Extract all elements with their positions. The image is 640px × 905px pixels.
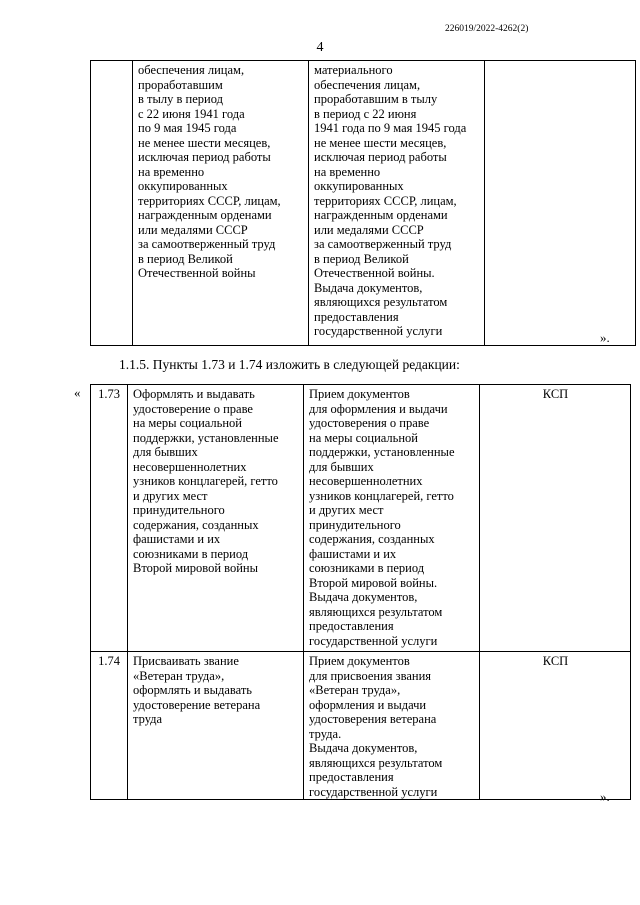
service-cell <box>304 385 480 652</box>
text-line: территориях СССР, лицам, <box>314 193 457 208</box>
text-line: «Ветеран труда», <box>309 683 401 697</box>
text-line: в период с 22 июня <box>314 106 417 121</box>
text-line: оккупированных <box>138 179 228 193</box>
measure-text <box>133 654 299 727</box>
measure-cell <box>128 385 304 652</box>
text-line: труда. <box>309 726 342 741</box>
closing-quote: ». <box>600 789 610 804</box>
text-line: узников концлагерей, гетто <box>309 488 454 503</box>
text-line: содержания, созданных <box>309 532 435 546</box>
text-line: являющихся результатом <box>314 295 448 309</box>
text-line: Присваивать звание <box>133 654 239 668</box>
closing-quote: ». <box>600 330 610 345</box>
text-line: для бывших <box>309 459 374 474</box>
text-line: исключая период работы <box>138 150 271 164</box>
text-line: материального <box>314 63 393 77</box>
text-line: в период Великой <box>314 251 409 266</box>
text-line: обеспечения лицам, <box>138 63 245 77</box>
text-line: за самоотверженный труд <box>138 237 276 251</box>
text-line: удостоверение о праве <box>133 401 253 416</box>
item-number: 1.73 <box>91 385 128 652</box>
text-line: предоставления <box>309 770 394 784</box>
text-line: оформлять и выдавать <box>133 683 252 697</box>
text-line: и других мест <box>309 503 384 517</box>
text-line: не менее шести месяцев, <box>138 135 271 150</box>
measure-text <box>133 387 299 576</box>
text-line: удостоверения ветерана <box>309 712 437 726</box>
text-line: в период Великой <box>138 251 233 266</box>
amended-items-table <box>90 384 631 800</box>
text-line: для присвоения звания <box>309 668 432 683</box>
text-line: территориях СССР, лицам, <box>138 193 281 208</box>
text-line: оформления и выдачи <box>309 697 427 712</box>
text-line: узников концлагерей, гетто <box>133 474 278 488</box>
service-text <box>309 387 475 648</box>
text-line: несовершеннолетних <box>309 474 423 488</box>
text-line: являющихся результатом <box>309 755 443 770</box>
text-line: Второй мировой войны. <box>309 575 438 590</box>
continuation-table <box>90 60 636 346</box>
text-line: награжденным орденами <box>138 208 272 222</box>
text-line: Отечественной войны <box>138 266 256 280</box>
measure-text <box>138 63 304 281</box>
page-number: 4 <box>316 40 324 55</box>
text-line: предоставления <box>314 309 399 324</box>
text-line: труда <box>133 712 163 726</box>
text-line: поддержки, установленные <box>309 445 455 459</box>
measure-cell <box>128 652 304 800</box>
agency-cell: КСП <box>480 652 631 800</box>
text-line: поддержки, установленные <box>133 430 279 445</box>
item-number: 1.74 <box>91 652 128 800</box>
text-line: Выдача документов, <box>314 280 423 295</box>
text-line: содержания, созданных <box>133 517 259 532</box>
text-line: Отечественной войны. <box>314 266 435 280</box>
text-line: на временно <box>138 164 205 179</box>
text-line: в тылу в период <box>138 92 223 106</box>
text-line: проработавшим в тылу <box>314 92 438 106</box>
text-line: Оформлять и выдавать <box>133 387 255 401</box>
table-row <box>91 61 636 346</box>
text-line: Прием документов <box>309 654 410 668</box>
text-line: Прием документов <box>309 387 410 401</box>
table-row <box>91 652 631 800</box>
text-line: по 9 мая 1945 года <box>138 121 237 135</box>
table-row <box>91 385 631 652</box>
text-line: удостоверение ветерана <box>133 697 261 712</box>
text-line: проработавшим <box>138 77 223 92</box>
text-line: оккупированных <box>314 179 404 193</box>
text-line: несовершеннолетних <box>133 459 247 474</box>
text-line: Второй мировой войны <box>133 561 259 575</box>
text-line: предоставления <box>309 619 394 633</box>
document-id: 226019/2022-4262(2) <box>445 24 529 34</box>
text-line: исключая период работы <box>314 150 447 164</box>
text-line: фашистами и их <box>133 532 221 546</box>
agency-cell: КСП <box>480 385 631 652</box>
text-line: за самоотверженный труд <box>314 237 452 251</box>
text-line: с 22 июня 1941 года <box>138 106 245 121</box>
text-line: обеспечения лицам, <box>314 77 421 92</box>
text-line: удостоверения о праве <box>309 416 430 430</box>
text-line: государственной услуги <box>309 784 438 799</box>
text-line: союзниками в период <box>309 561 425 575</box>
text-line: на меры социальной <box>133 416 242 430</box>
service-text <box>314 63 480 339</box>
opening-quote: « <box>74 385 81 400</box>
text-line: принудительного <box>133 503 225 517</box>
text-line: на временно <box>314 164 381 179</box>
text-line: Выдача документов, <box>309 741 418 755</box>
service-cell <box>304 652 480 800</box>
agency-cell <box>485 61 636 346</box>
amendment-paragraph: 1.1.5. Пункты 1.73 и 1.74 изложить в следующей редакции: <box>119 357 460 372</box>
text-line: союзниками в период <box>133 546 249 561</box>
text-line: для бывших <box>133 445 198 459</box>
text-line: принудительного <box>309 517 401 532</box>
service-text <box>309 654 475 799</box>
text-line: награжденным орденами <box>314 208 448 222</box>
text-line: 1941 года по 9 мая 1945 года <box>314 121 467 135</box>
text-line: или медалями СССР <box>314 222 424 237</box>
text-line: Выдача документов, <box>309 590 418 604</box>
text-line: «Ветеран труда», <box>133 668 225 683</box>
text-line: государственной услуги <box>309 633 438 648</box>
text-line: фашистами и их <box>309 546 397 561</box>
measure-cell <box>133 61 309 346</box>
service-cell <box>309 61 485 346</box>
text-line: или медалями СССР <box>138 222 248 237</box>
text-line: и других мест <box>133 488 208 503</box>
text-line: для оформления и выдачи <box>309 401 448 416</box>
text-line: на меры социальной <box>309 430 418 445</box>
text-line: государственной услуги <box>314 324 443 338</box>
text-line: не менее шести месяцев, <box>314 135 447 150</box>
number-cell <box>91 61 133 346</box>
text-line: являющихся результатом <box>309 604 443 619</box>
